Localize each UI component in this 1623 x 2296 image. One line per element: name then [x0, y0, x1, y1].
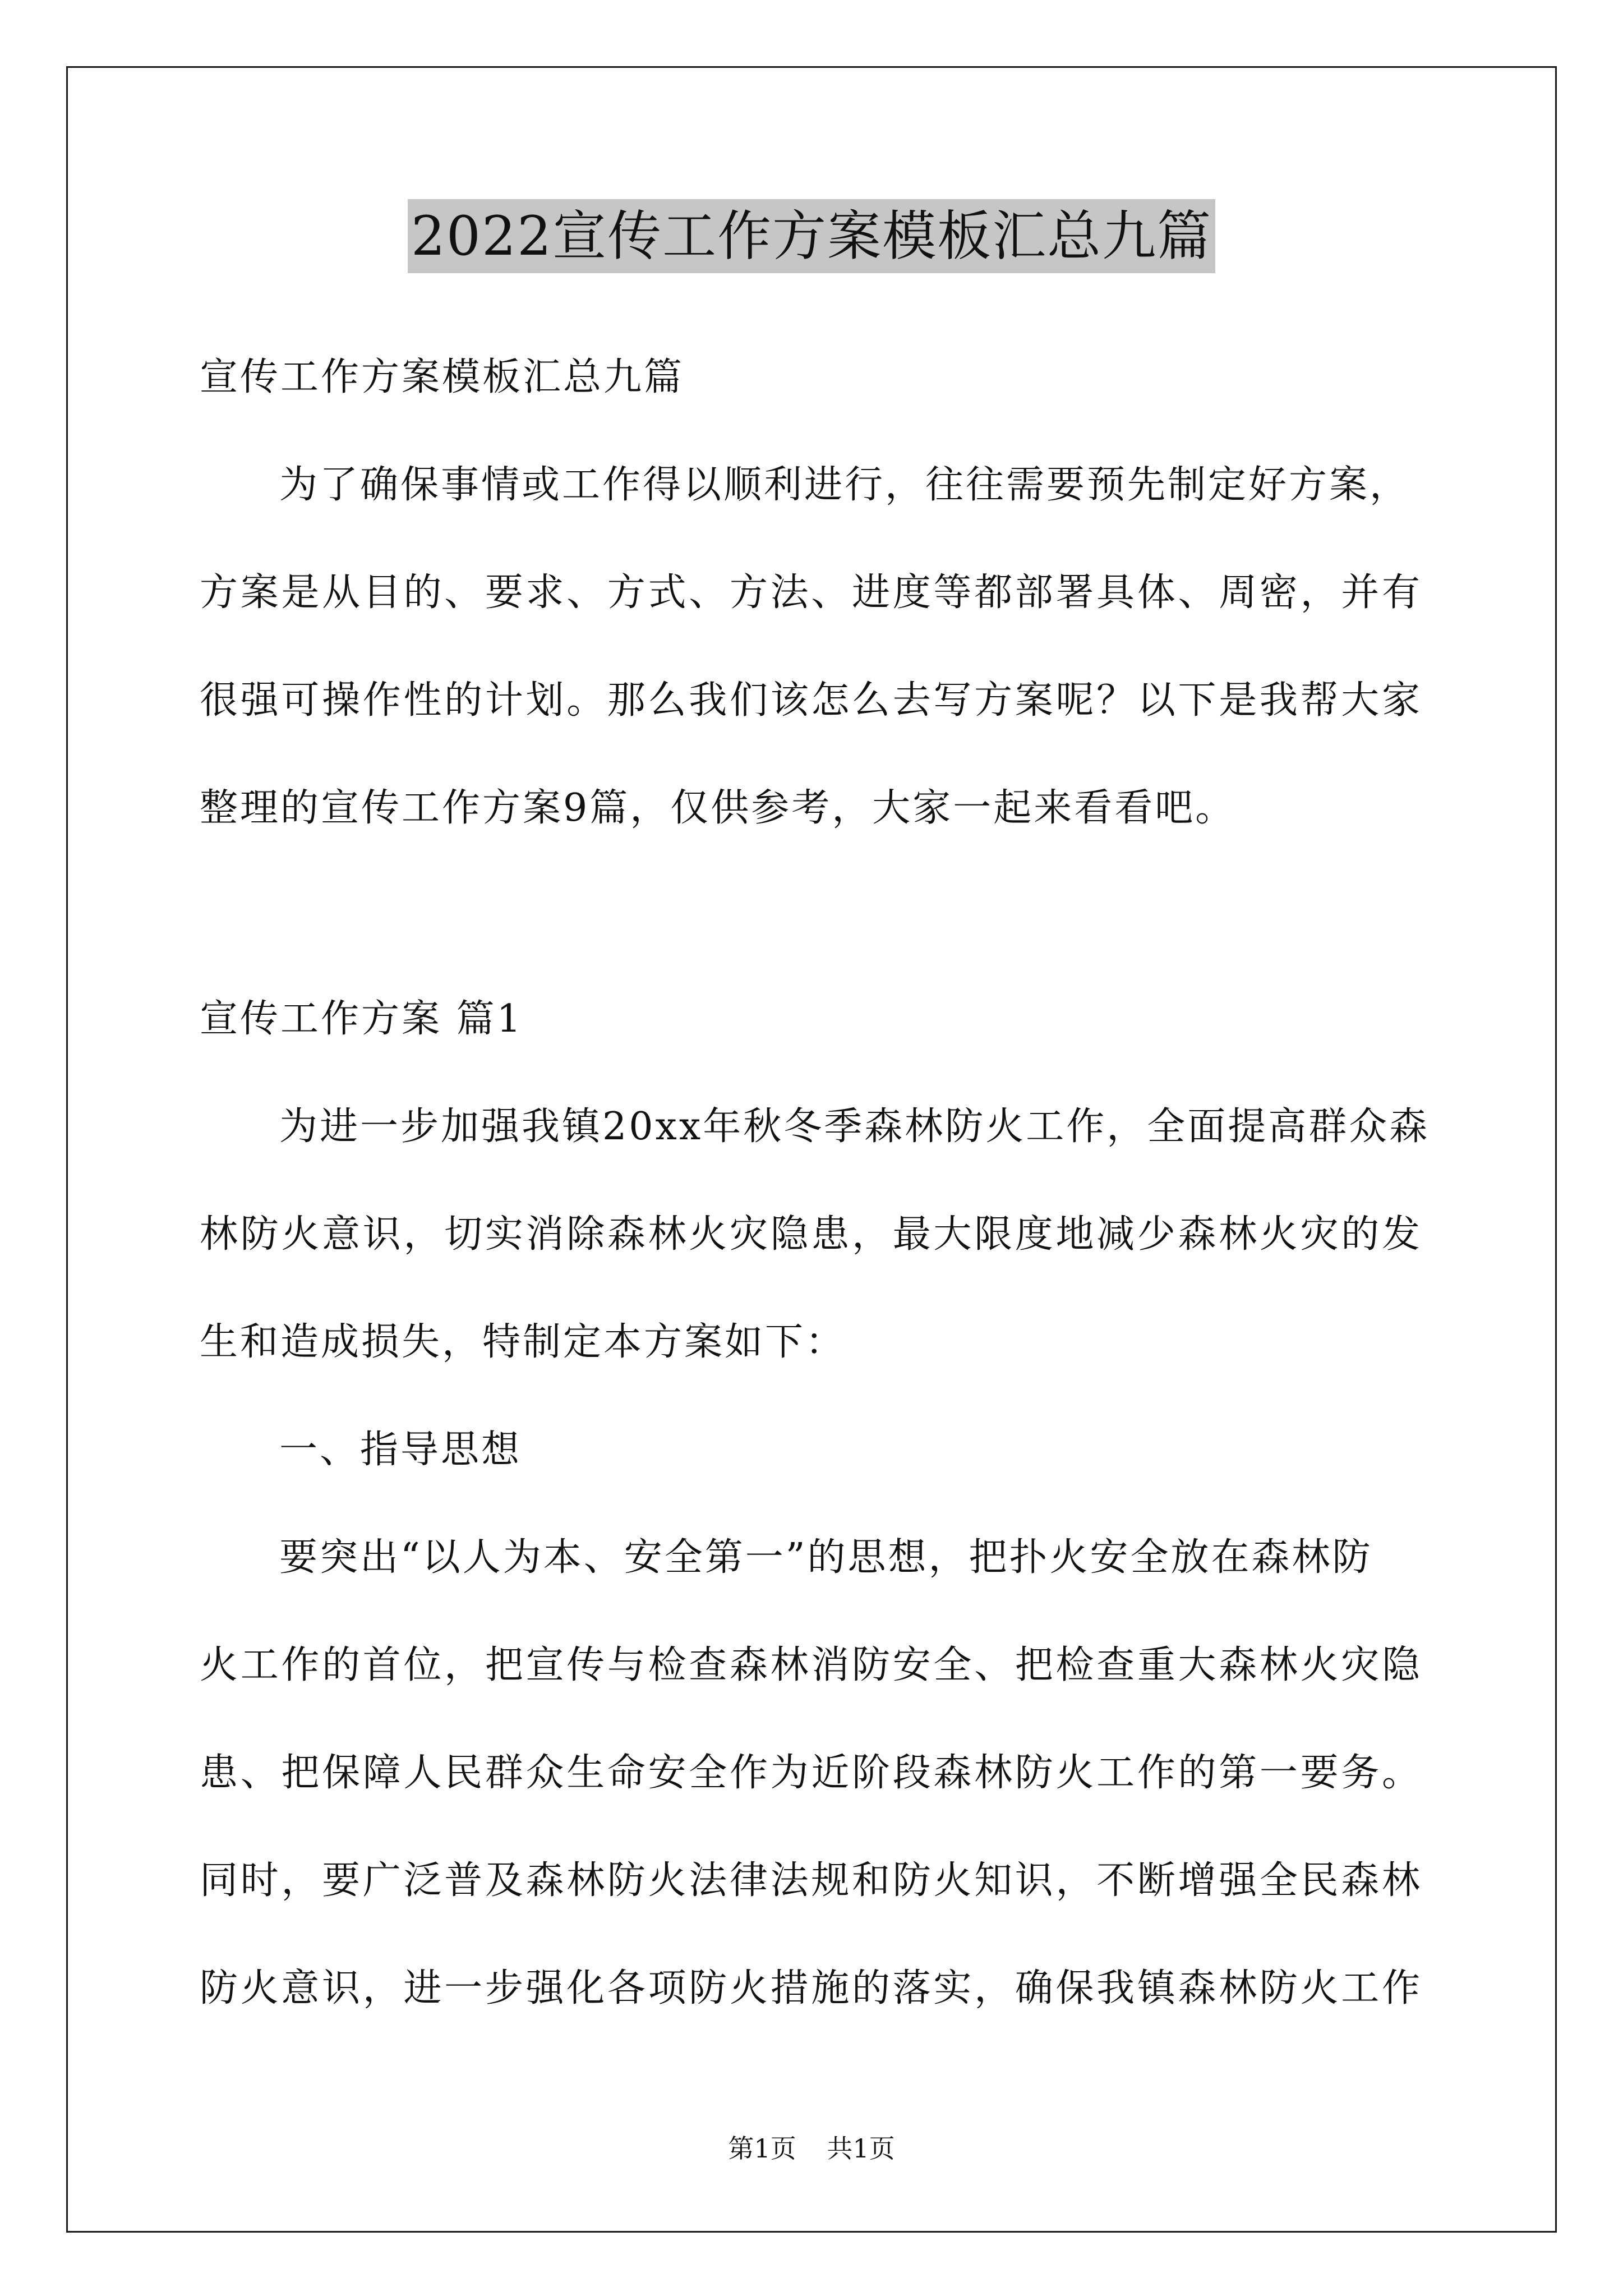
section-heading: 宣传工作方案 篇1: [200, 997, 523, 1041]
para1-line-1: 为进一步加强我镇20xx年秋冬季森林防火工作，全面提高群众森: [279, 1105, 1430, 1149]
document-subtitle: 宣传工作方案模板汇总九篇: [200, 355, 685, 399]
page-footer: [0, 2132, 1623, 2165]
para2-line-4: 同时，要广泛普及森林防火法律法规和防火知识，不断增强全民森林: [200, 1858, 1422, 1903]
page-number: 第1页: [728, 2133, 796, 2164]
intro-line-3: 很强可操作性的计划。那么我们该怎么去写方案呢？以下是我帮大家: [200, 678, 1422, 723]
para1-line-2: 林防火意识，切实消除森林火灾隐患，最大限度地减少森林火灾的发: [200, 1212, 1422, 1257]
page-total: 共1页: [827, 2133, 895, 2164]
title-container: [0, 199, 1623, 273]
document-title: 2022宣传工作方案模板汇总九篇: [408, 199, 1215, 273]
para2-line-3: 患、把保障人民群众生命安全作为近阶段森林防火工作的第一要务。: [200, 1751, 1422, 1795]
para2-line-5: 防火意识，进一步强化各项防火措施的落实，确保我镇森林防火工作: [200, 1966, 1422, 2010]
intro-line-1: 为了确保事情或工作得以顺利进行，往往需要预先制定好方案，: [279, 463, 1410, 507]
sub-heading: 一、指导思想: [279, 1428, 522, 1472]
para2-line-1: 要突出“以人为本、安全第一”的思想，把扑火安全放在森林防: [279, 1535, 1373, 1580]
intro-line-4: 整理的宣传工作方案9篇，仅供参考，大家一起来看看吧。: [200, 786, 1236, 830]
para2-line-2: 火工作的首位，把宣传与检查森林消防安全、把检查重大森林火灾隐: [200, 1643, 1422, 1687]
intro-line-2: 方案是从目的、要求、方式、方法、进度等都部署具体、周密，并有: [200, 570, 1422, 615]
para1-line-3: 生和造成损失，特制定本方案如下：: [200, 1320, 846, 1364]
